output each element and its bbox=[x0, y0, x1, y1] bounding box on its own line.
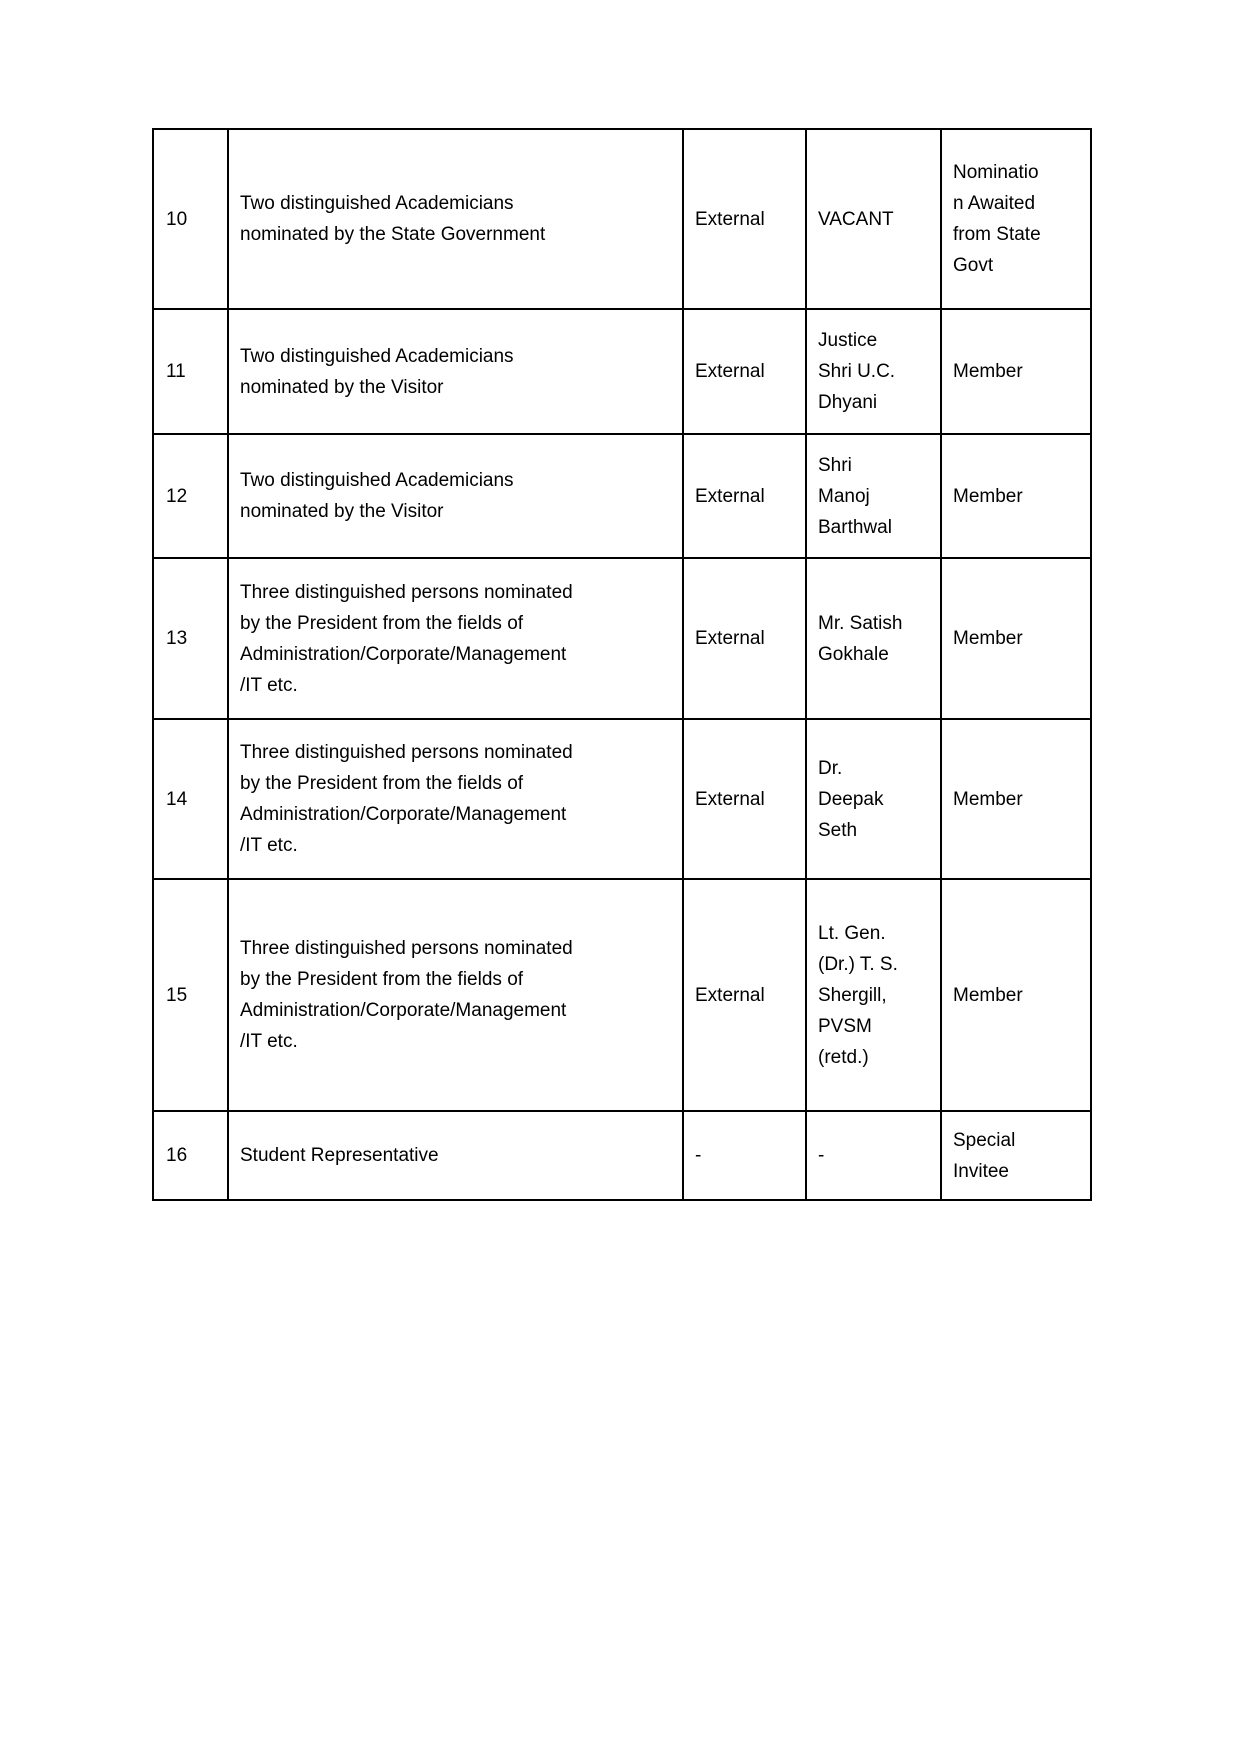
cell-role: Special Invitee bbox=[941, 1111, 1091, 1200]
cell-serial: 11 bbox=[153, 309, 228, 434]
table-row bbox=[153, 434, 1091, 558]
cell-type: - bbox=[683, 1111, 806, 1200]
cell-role: Member bbox=[941, 719, 1091, 879]
cell-name: VACANT bbox=[806, 129, 941, 309]
table-row bbox=[153, 129, 1091, 309]
cell-role: Member bbox=[941, 558, 1091, 719]
cell-description: Three distinguished persons nominated by the President from the fields of Administration/Corporate/Management /IT etc. bbox=[228, 879, 683, 1111]
cell-serial: 10 bbox=[153, 129, 228, 309]
table-row bbox=[153, 719, 1091, 879]
table-row bbox=[153, 558, 1091, 719]
cell-description: Three distinguished persons nominated by the President from the fields of Administration/Corporate/Management /IT etc. bbox=[228, 558, 683, 719]
cell-role: Member bbox=[941, 879, 1091, 1111]
cell-name: Shri Manoj Barthwal bbox=[806, 434, 941, 558]
members-table bbox=[152, 128, 1092, 1201]
cell-type: External bbox=[683, 558, 806, 719]
cell-type: External bbox=[683, 309, 806, 434]
cell-serial: 12 bbox=[153, 434, 228, 558]
cell-serial: 16 bbox=[153, 1111, 228, 1200]
cell-role: Member bbox=[941, 309, 1091, 434]
cell-type: External bbox=[683, 719, 806, 879]
cell-role: Member bbox=[941, 434, 1091, 558]
cell-type: External bbox=[683, 879, 806, 1111]
cell-name: Justice Shri U.C. Dhyani bbox=[806, 309, 941, 434]
cell-role: Nomination Awaited from State Govt bbox=[941, 129, 1091, 309]
cell-serial: 15 bbox=[153, 879, 228, 1111]
cell-name: - bbox=[806, 1111, 941, 1200]
cell-name: Lt. Gen.(Dr.) T. S. Shergill, PVSM (retd.) bbox=[806, 879, 941, 1111]
cell-serial: 13 bbox=[153, 558, 228, 719]
cell-name: Dr. Deepak Seth bbox=[806, 719, 941, 879]
cell-name: Mr. Satish Gokhale bbox=[806, 558, 941, 719]
table-row bbox=[153, 309, 1091, 434]
cell-description: Two distinguished Academicians nominated by the State Government bbox=[228, 129, 683, 309]
cell-description: Student Representative bbox=[228, 1111, 683, 1200]
cell-type: External bbox=[683, 434, 806, 558]
cell-description: Two distinguished Academicians nominated by the Visitor bbox=[228, 434, 683, 558]
cell-description: Three distinguished persons nominated by the President from the fields of Administration/Corporate/Management /IT etc. bbox=[228, 719, 683, 879]
cell-type: External bbox=[683, 129, 806, 309]
cell-serial: 14 bbox=[153, 719, 228, 879]
table-row bbox=[153, 1111, 1091, 1200]
cell-description: Two distinguished Academicians nominated by the Visitor bbox=[228, 309, 683, 434]
table-row bbox=[153, 879, 1091, 1111]
